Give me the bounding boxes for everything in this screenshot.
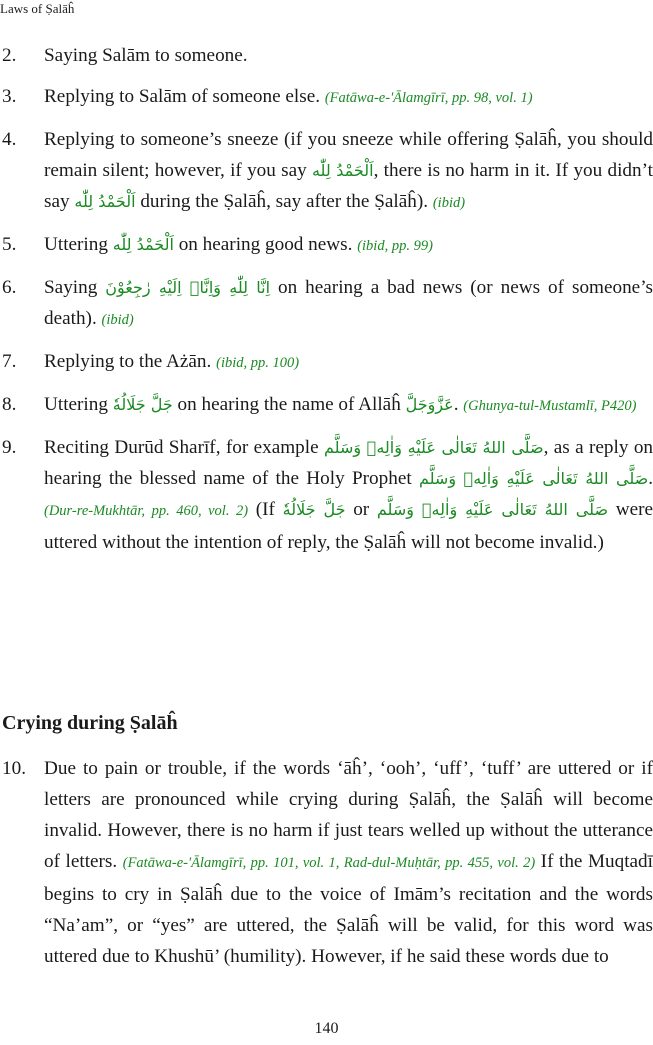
list-item bbox=[0, 229, 653, 262]
item-text: Uttering bbox=[44, 394, 113, 415]
item-text: were uttered without the intention of reply, the Ṣalāĥ will not become invalid.) bbox=[44, 499, 653, 553]
citation: (ibid, pp. 99) bbox=[357, 238, 433, 254]
item-text: during the Ṣalāĥ, say after the Ṣalāĥ). bbox=[135, 191, 429, 212]
arabic-phrase: اَلْحَمْدُ لِلّٰه bbox=[311, 161, 374, 180]
arabic-phrase: جَلَّ جَلَالُهٗ bbox=[112, 395, 173, 414]
item-text: Reciting Durūd Sharīf, for example bbox=[44, 437, 324, 458]
item-text: on hearing the name of Allāĥ bbox=[172, 394, 406, 415]
arabic-phrase: اَلْحَمْدُ لِلّٰه bbox=[112, 235, 174, 254]
item-text: Replying to someone’s sneeze (if you sneeze while offering Ṣalāĥ, you should remain silent; however, if you say bbox=[44, 129, 653, 181]
list-item bbox=[0, 40, 653, 71]
arabic-phrase: عَزَّوَجَلَّ bbox=[405, 395, 454, 414]
item-text: Replying to the Ażān. bbox=[44, 351, 212, 372]
list-item bbox=[0, 432, 653, 558]
citation: (Ghunya-tul-Mustamlī, P420) bbox=[463, 398, 637, 414]
citation: (ibid) bbox=[101, 312, 134, 328]
item-text: , as a reply on hearing the blessed name of the Holy Prophet bbox=[44, 437, 653, 489]
item-text: If the Muqtadī begins to cry in Ṣalāĥ due to the voice of Imām’s recitation and the words “Na’am”, or “yes” are uttered, the Ṣalāĥ will be valid, for this word was uttered due to Khushū’ (humility). However, if he said these words due to bbox=[44, 851, 653, 967]
item-text: Saying Salām to someone. bbox=[44, 45, 248, 66]
arabic-phrase: اِنَّا لِلّٰهِ وَاِنَّاۤ اِلَيْهِ رٰجِعُوْنَ bbox=[105, 278, 271, 297]
list-item bbox=[0, 81, 653, 114]
item-number: 2. bbox=[2, 45, 17, 66]
list-item bbox=[0, 346, 653, 379]
list-item bbox=[0, 753, 653, 972]
arabic-phrase: صَلَّى اللهُ تَعَالٰى عَلَيْهِ وَاٰلِهٖ وَسَلَّم bbox=[324, 438, 544, 457]
citation: (ibid) bbox=[432, 195, 466, 211]
item-text: , there is no harm in it. If you didn’t say bbox=[44, 160, 653, 212]
section-heading: Crying during Ṣalāĥ bbox=[2, 712, 178, 734]
citation: (ibid, pp. 100) bbox=[216, 355, 300, 371]
item-number: 3. bbox=[2, 86, 17, 107]
citation: (Fatāwa-e-'Ālamgīrī, pp. 98, vol. 1) bbox=[324, 90, 533, 106]
item-text: Saying bbox=[44, 277, 106, 298]
list-item bbox=[0, 272, 653, 336]
list-item bbox=[0, 124, 653, 219]
item-text: Due to pain or trouble, if the words ‘āĥ’, ‘ooh’, ‘uff’, ‘tuff’ are uttered or if letters are pronounced while crying during Ṣalāĥ, the Ṣalāĥ will become invalid. However, there is no harm if just tears welled up without the utterance of letters. bbox=[44, 758, 653, 872]
arabic-phrase: صَلَّى اللهُ تَعَالٰى عَلَيْهِ وَاٰلِهٖ وَسَلَّم bbox=[418, 469, 649, 488]
item-text: Uttering bbox=[44, 234, 113, 255]
arabic-phrase: صَلَّى اللهُ تَعَالٰى عَلَيْهِ وَاٰلِهٖ وَسَلَّم bbox=[376, 500, 609, 519]
page-number: 140 bbox=[314, 1020, 339, 1037]
item-number: 9. bbox=[2, 437, 17, 458]
list-item bbox=[0, 389, 653, 422]
item-number: 5. bbox=[2, 234, 17, 255]
citation: (Fatāwa-e-'Ālamgīrī, pp. 101, vol. 1, Rad-dul-Muḥtār, pp. 455, vol. 2) bbox=[122, 855, 536, 871]
item-text: on hearing a bad news (or news of someone’s death). bbox=[44, 277, 653, 329]
item-text: . bbox=[453, 394, 459, 415]
item-number: 8. bbox=[2, 394, 17, 415]
item-text: (If bbox=[248, 499, 283, 520]
item-number: 4. bbox=[2, 129, 17, 150]
citation: (Dur-re-Mukhtār, pp. 460, vol. 2) bbox=[44, 503, 249, 519]
item-text: . bbox=[648, 468, 653, 489]
arabic-phrase: جَلَّ جَلَالُهٗ bbox=[282, 500, 346, 519]
numbered-list bbox=[0, 753, 653, 982]
item-text: or bbox=[345, 499, 377, 520]
item-text: Replying to Salām of someone else. bbox=[44, 86, 321, 107]
arabic-phrase: اَلْحَمْدُ لِلّٰه bbox=[74, 192, 136, 211]
item-number: 7. bbox=[2, 351, 17, 372]
item-number: 6. bbox=[2, 277, 17, 298]
numbered-list bbox=[0, 40, 653, 568]
item-number: 10. bbox=[2, 758, 26, 779]
running-header: Laws of Ṣalāĥ bbox=[0, 1, 75, 16]
item-text: on hearing good news. bbox=[173, 234, 353, 255]
